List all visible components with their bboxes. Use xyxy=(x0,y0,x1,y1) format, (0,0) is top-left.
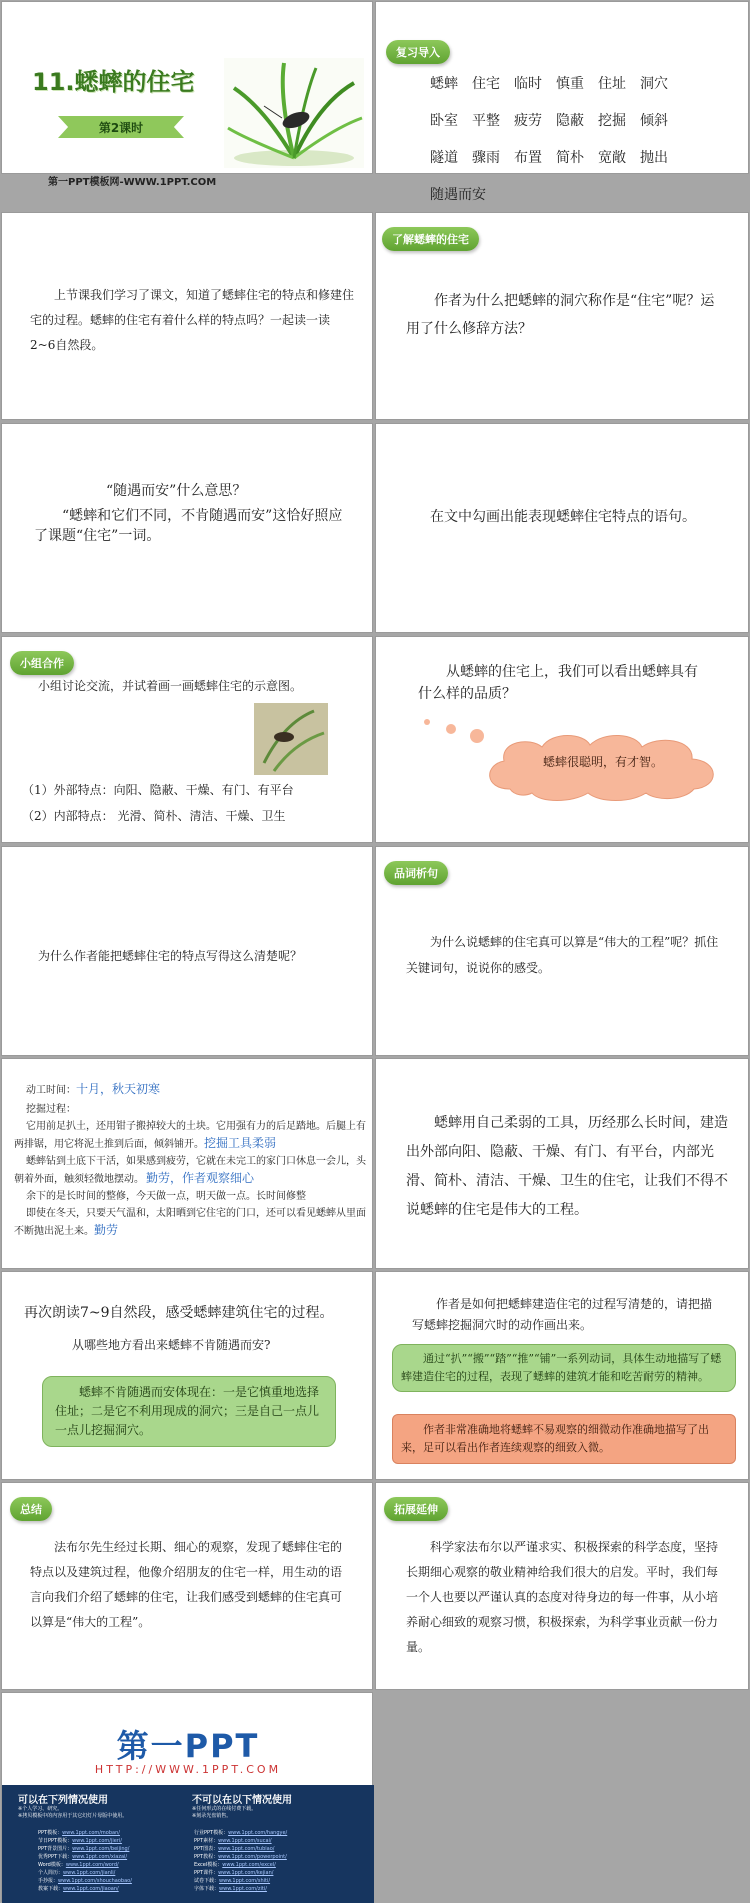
slide-13-reread xyxy=(1,1271,373,1480)
link-item[interactable]: PPT模板：www.1ppt.com/moban/ xyxy=(38,1830,120,1836)
link-item[interactable]: 教案下载：www.1ppt.com/jiaoan/ xyxy=(38,1886,119,1892)
question-text: 为什么说蟋蟀的住宅真可以算是“伟大的工程”呢？抓住关键词句，说说你的感受。 xyxy=(406,935,719,975)
link-item[interactable]: PPT背景图片：www.1ppt.com/beijing/ xyxy=(38,1846,130,1852)
slide-11-process xyxy=(1,1058,373,1269)
process-line: 蟋蟀钻到土底下干活，如果感到疲劳，它就在未完工的家门口休息一会儿，头朝着外面，触须轻微地摆动。 勤劳，作者观察细心 xyxy=(14,1156,366,1185)
vocab-list xyxy=(430,66,682,214)
disallowed-heading: 不可以在以下情况使用 xyxy=(192,1795,292,1806)
links-right xyxy=(194,1829,364,1893)
process-label: 挖掘过程： xyxy=(26,1104,76,1115)
question-text: 从蟋蟀的住宅上，我们可以看出蟋蟀具有什么样的品质？ xyxy=(418,664,698,702)
site-label: 第一PPT模板网-WWW.1PPT.COM xyxy=(48,177,217,188)
question-text: 从哪些地方看出来蟋蟀不肯随遇而安? xyxy=(72,1338,271,1352)
slide-4-understand xyxy=(375,212,749,420)
link-item[interactable]: 手抄报：www.1ppt.com/shouchaobao/ xyxy=(38,1878,132,1884)
process-notes xyxy=(14,1081,366,1240)
slide-16-extension xyxy=(375,1482,749,1690)
slide-15-summary xyxy=(1,1482,373,1690)
section-badge: 拓展延伸 xyxy=(384,1497,448,1521)
question-text: 作者是如何把蟋蟀建造住宅的过程写清楚的，请把描写蟋蟀挖掘洞穴时的动作画出来。 xyxy=(412,1297,713,1332)
question-text: “随遇而安”什么意思？ xyxy=(106,483,247,499)
disallowed-line: ※任何形式的在线付费下载。 xyxy=(192,1806,257,1812)
slide-17-footer xyxy=(1,1692,373,1902)
reading-task: 再次朗读7~9自然段，感受蟋蟀建筑住宅的过程。 xyxy=(24,1305,334,1321)
slide-10-analysis xyxy=(375,846,749,1056)
slide-2-review xyxy=(375,1,749,203)
thought-dot xyxy=(424,719,430,725)
question-text: 作者为什么把蟋蟀的洞穴称作是“住宅”呢？运用了什么修辞方法？ xyxy=(406,293,715,337)
slide-8-quality xyxy=(375,636,749,843)
allowed-heading: 可以在下列情况使用 xyxy=(18,1795,108,1806)
question-text: 为什么作者能把蟋蟀住宅的特点写得这么清楚呢？ xyxy=(38,949,303,963)
task-text: 在文中勾画出能表现蟋蟀住宅特点的语句。 xyxy=(430,509,696,525)
link-item[interactable]: 字体下载：www.1ppt.com/ziti/ xyxy=(194,1886,267,1892)
link-item[interactable]: PPT素材：www.1ppt.com/sucai/ xyxy=(194,1838,272,1844)
thought-dot xyxy=(446,724,456,734)
start-time: 动工时间：十月，秋天初寒 xyxy=(26,1082,161,1096)
link-item[interactable]: PPT教程：www.1ppt.com/powerpoint/ xyxy=(194,1854,287,1860)
intro-text: 上节课我们学习了课文，知道了蟋蟀住宅的特点和修建住宅的过程。蟋蟀的住宅有着什么样的特点吗？一起读一读2~6自然段。 xyxy=(30,288,355,352)
outer-features: （1）外部特点：向阳、隐蔽、干燥、有门、有平台 xyxy=(22,783,294,797)
vocab-row: 卧室 平整 疲劳 隐蔽 挖掘 倾斜 xyxy=(430,113,668,129)
link-item[interactable]: 试卷下载：www.1ppt.com/shiti/ xyxy=(194,1878,271,1884)
cricket-grass-illustration xyxy=(224,58,364,168)
section-badge: 小组合作 xyxy=(10,651,74,675)
section-badge: 了解蟋蟀的住宅 xyxy=(382,227,479,251)
section-badge: 品词析句 xyxy=(384,861,448,885)
slide-14-actions xyxy=(375,1271,749,1480)
allowed-line: ※拷贝模板中的内容用于其它幻灯片母版中使用。 xyxy=(18,1813,128,1819)
answer-box: 蟋蟀不肯随遇而安体现在：一是它慎重地选择住址；二是它不利用现成的洞穴；三是自己一点儿一点儿挖掘洞穴。 xyxy=(42,1376,336,1447)
process-line: 它用前足扒土，还用钳子搬掉较大的土块。它用强有力的后足踏地。后腿上有两排锯，用它将泥土推到后面，倾斜铺开。挖掘工具柔弱 xyxy=(14,1121,366,1150)
link-item[interactable]: Excel模板：www.1ppt.com/excel/ xyxy=(194,1862,276,1868)
vocab-row: 随遇而安 xyxy=(430,187,486,203)
extension-text: 科学家法布尔以严谨求实、积极探索的科学态度，坚持长期细心观察的敬业精神给我们很大的启发。平时，我们每一个人也要以严谨认真的态度对待身边的每一件事，从小培养耐心细致的观察习惯，积极探索，为科学事业贡献一份力量。 xyxy=(406,1540,719,1654)
vocab-row: 隧道 骤雨 布置 简朴 宽敞 抛出 xyxy=(430,150,668,166)
conclusion-text: 蟋蟀用自己柔弱的工具，历经那么长时间，建造出外部向阳、隐蔽、干燥、有门、有平台，内部光滑、简朴、清洁、干燥、卫生的住宅，让我们不得不说蟋蟀的住宅是伟大的工程。 xyxy=(406,1115,728,1218)
lesson-label: 第2课时 xyxy=(98,121,144,135)
process-line: 余下的是长时间的整修，今天做一点，明天做一点。长时间修整 xyxy=(26,1191,306,1202)
slide-1-title xyxy=(1,1,373,188)
brand-url[interactable]: HTTP://WWW.1PPT.COM xyxy=(94,1763,282,1776)
vocab-row: 蟋蟀 住宅 临时 慎重 住址 洞穴 xyxy=(430,76,668,92)
cloud-text: 蟋蟀很聪明，有才智。 xyxy=(542,755,663,769)
observation-box: 作者非常准确地将蟋蟀不易观察的细微动作准确地描写了出来，足可以看出作者连续观察的细致入微。 xyxy=(392,1414,736,1464)
disallowed-line: ※刻录光盘销售。 xyxy=(192,1813,232,1819)
link-item[interactable]: 行业PPT模板：www.1ppt.com/hangye/ xyxy=(194,1830,288,1836)
section-badge: 总结 xyxy=(10,1497,52,1521)
slide-6-mark xyxy=(375,423,749,633)
process-line: 即使在冬天，只要天气温和，太阳晒到它住宅的门口，还可以看见蟋蟀从里面不断抛出泥土来。勤劳 xyxy=(14,1208,366,1237)
inner-features: （2）内部特点： 光滑、简朴、清洁、干燥、卫生 xyxy=(22,809,286,823)
link-item[interactable]: 优秀PPT下载：www.1ppt.com/xiazai/ xyxy=(38,1854,128,1860)
analysis-box: 通过“扒”“搬”“踏”“推”“铺”一系列动词，具体生动地描写了蟋蟀建造住宅的过程，表现了蟋蟀的建筑才能和吃苦耐劳的精神。 xyxy=(392,1344,736,1392)
links-left xyxy=(38,1829,188,1893)
slide-7-group xyxy=(1,636,373,843)
link-item[interactable]: Word模板：www.1ppt.com/word/ xyxy=(38,1862,119,1868)
summary-text: 法布尔先生经过长期、细心的观察，发现了蟋蟀住宅的特点以及建筑过程，他像介绍朋友的住宅一样，用生动的语言向我们介绍了蟋蟀的住宅，让我们感受到蟋蟀的住宅真可以算是“伟大的工程”。 xyxy=(30,1540,343,1629)
link-item[interactable]: PPT图表：www.1ppt.com/tubiao/ xyxy=(194,1846,275,1852)
task-text: 小组讨论交流，并试着画一画蟋蟀住宅的示意图。 xyxy=(38,679,303,693)
usage-panel xyxy=(2,1785,374,1903)
slide-9-why xyxy=(1,846,373,1056)
answer-text: “蟋蟀和它们不同，不肯随遇而安”这恰好照应了课题“住宅”一词。 xyxy=(34,508,343,544)
allowed-line: ※个人学习、研究。 xyxy=(18,1806,63,1812)
section-badge: 复习导入 xyxy=(386,40,450,64)
link-item[interactable]: 个人简历：www.1ppt.com/jianli/ xyxy=(38,1870,116,1876)
link-item[interactable]: 节日PPT模板：www.1ppt.com/jieri/ xyxy=(38,1838,122,1844)
brand-logo: 第一PPT xyxy=(116,1727,260,1765)
slide-12-conclusion xyxy=(375,1058,749,1269)
cricket-sketch-image xyxy=(254,703,328,775)
slide-3-intro xyxy=(1,212,373,420)
page-title: 11.蟋蟀的住宅 xyxy=(32,68,195,96)
slide-5-meaning xyxy=(1,423,373,633)
link-item[interactable]: PPT课件：www.1ppt.com/kejian/ xyxy=(194,1870,274,1876)
